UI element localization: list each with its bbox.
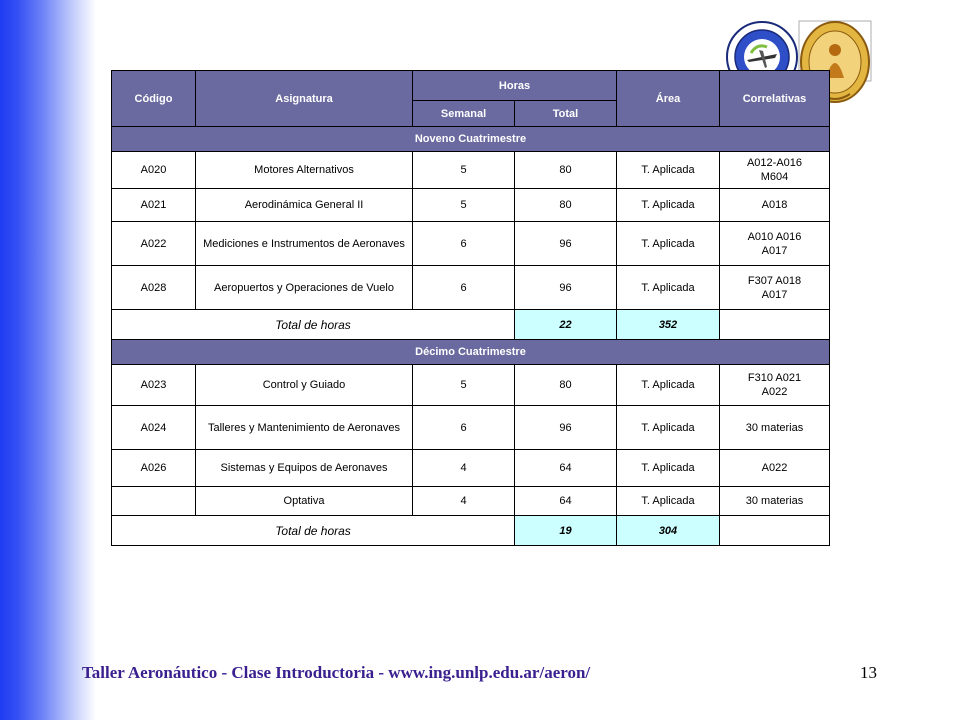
cell-asignatura: Sistemas y Equipos de Aeronaves <box>196 450 413 487</box>
cell-area: T. Aplicada <box>617 266 720 310</box>
table-row <box>112 365 830 406</box>
cell-area: T. Aplicada <box>617 222 720 266</box>
table-row <box>112 266 830 310</box>
cell-total: 80 <box>515 152 617 189</box>
header-semanal: Semanal <box>413 101 515 127</box>
cell-area: T. Aplicada <box>617 487 720 516</box>
cell-total: 96 <box>515 266 617 310</box>
footer-text: Taller Aeronáutico - Clase Introductoria - www.ing.unlp.edu.ar/aeron/ <box>82 663 591 682</box>
table-row <box>112 406 830 450</box>
header-horas: Horas <box>413 71 617 101</box>
cell-total: 96 <box>515 406 617 450</box>
cell-asignatura: Talleres y Mantenimiento de Aeronaves <box>196 406 413 450</box>
cell-area: T. Aplicada <box>617 189 720 222</box>
curriculum-table <box>111 70 830 546</box>
cell-correlativas: 30 materias <box>720 487 830 516</box>
cell-area: T. Aplicada <box>617 406 720 450</box>
cell-asignatura: Motores Alternativos <box>196 152 413 189</box>
cell-total: 80 <box>515 189 617 222</box>
cell-codigo: A021 <box>112 189 196 222</box>
cell-codigo: A023 <box>112 365 196 406</box>
cell-asignatura: Mediciones e Instrumentos de Aeronaves <box>196 222 413 266</box>
header-total: Total <box>515 101 617 127</box>
cell-total: 64 <box>515 487 617 516</box>
cell-correlativas: A022 <box>720 450 830 487</box>
page-number: 13 <box>860 663 877 682</box>
cell-correlativas: F310 A021 A022 <box>720 365 830 406</box>
cell-codigo: A024 <box>112 406 196 450</box>
cell-semanal: 6 <box>413 266 515 310</box>
cell-total: 80 <box>515 365 617 406</box>
header-area: Área <box>617 71 720 127</box>
cell-correlativas: 30 materias <box>720 406 830 450</box>
total-row <box>112 516 830 546</box>
cell-area: T. Aplicada <box>617 450 720 487</box>
cell-total: 96 <box>515 222 617 266</box>
cell-asignatura: Aeropuertos y Operaciones de Vuelo <box>196 266 413 310</box>
cell-asignatura: Aerodinámica General II <box>196 189 413 222</box>
cell-codigo: A026 <box>112 450 196 487</box>
cell-codigo: A028 <box>112 266 196 310</box>
table-row <box>112 222 830 266</box>
header-correlativas: Correlativas <box>720 71 830 127</box>
section-title: Noveno Cuatrimestre <box>112 127 830 152</box>
cell-semanal: 4 <box>413 487 515 516</box>
cell-correlativas: A018 <box>720 189 830 222</box>
total-total: 352 <box>617 310 720 340</box>
total-empty <box>720 516 830 546</box>
cell-correlativas: F307 A018 A017 <box>720 266 830 310</box>
cell-semanal: 4 <box>413 450 515 487</box>
table-row <box>112 152 830 189</box>
cell-codigo: A020 <box>112 152 196 189</box>
cell-semanal: 6 <box>413 406 515 450</box>
cell-semanal: 5 <box>413 189 515 222</box>
header-codigo: Código <box>112 71 196 127</box>
cell-correlativas: A010 A016 A017 <box>720 222 830 266</box>
side-gradient-bar <box>0 0 96 720</box>
section-title: Décimo Cuatrimestre <box>112 340 830 365</box>
cell-area: T. Aplicada <box>617 152 720 189</box>
total-total: 304 <box>617 516 720 546</box>
total-semanal: 22 <box>515 310 617 340</box>
cell-semanal: 5 <box>413 365 515 406</box>
cell-total: 64 <box>515 450 617 487</box>
total-row <box>112 310 830 340</box>
table-row <box>112 450 830 487</box>
table-row <box>112 189 830 222</box>
cell-semanal: 6 <box>413 222 515 266</box>
cell-codigo <box>112 487 196 516</box>
cell-semanal: 5 <box>413 152 515 189</box>
total-label: Total de horas <box>112 310 515 340</box>
cell-correlativas: A012-A016 M604 <box>720 152 830 189</box>
total-semanal: 19 <box>515 516 617 546</box>
total-label: Total de horas <box>112 516 515 546</box>
cell-asignatura: Control y Guiado <box>196 365 413 406</box>
total-empty <box>720 310 830 340</box>
cell-area: T. Aplicada <box>617 365 720 406</box>
cell-codigo: A022 <box>112 222 196 266</box>
header-asignatura: Asignatura <box>196 71 413 127</box>
table-row <box>112 487 830 516</box>
cell-asignatura: Optativa <box>196 487 413 516</box>
